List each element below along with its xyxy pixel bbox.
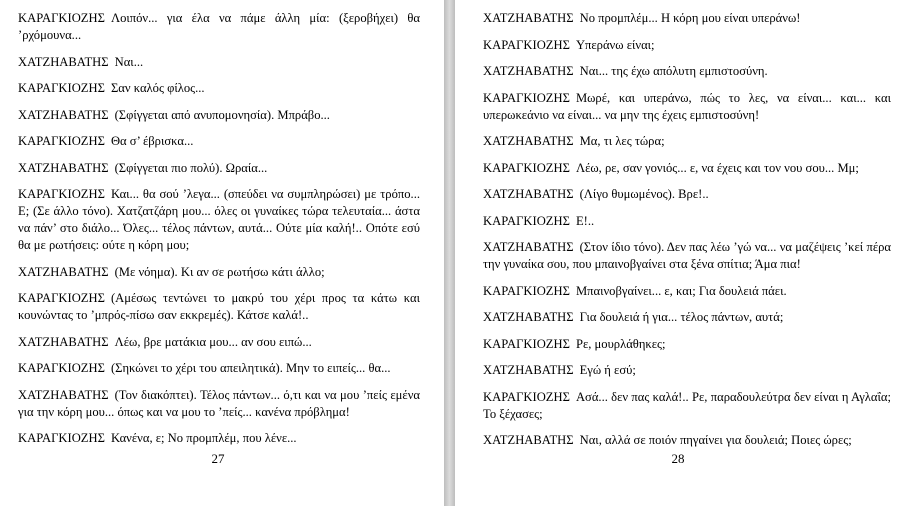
dialogue-list [18,10,420,447]
speaker-name: ΚΑΡΑΓΚΙΟΖΗΣ [483,213,570,228]
line-text: (Με νόημα). Κι αν σε ρωτήσω κάτι άλλο; [114,264,325,279]
speaker-name: ΚΑΡΑΓΚΙΟΖΗΣ [18,291,105,305]
dialogue-line [18,107,420,124]
line-text: (Σφίγγεται από ανυπομονησία). Μπράβο... [114,107,330,122]
line-text: Μα, τι λες τώρα; [579,134,665,148]
line-text: Εγώ ή εσύ; [579,363,636,377]
page-left [0,0,444,506]
line-text: (Αμέσως τεντώνει το μακρύ του χέρι προς τα κάτω και κουνώντας το ’μπρός-πίσω σαν εκκρεμές). Κάτσε καλά!.. [18,291,420,322]
dialogue-line [18,334,420,351]
dialogue-line [18,80,420,97]
dialogue-line [483,389,891,423]
line-text: Λοιπόν... για έλα να πάμε άλλη μία: (ξεροβήχει) θα ’ρχόμουνα... [18,11,420,42]
line-text: Λέω, ρε, σαν γονιός... ε, να έχεις και τον νου σου... Μμ; [575,160,859,175]
speaker-name: ΚΑΡΑΓΚΙΟΖΗΣ [483,283,570,298]
speaker-name: ΧΑΤΖΗΑΒΑΤΗΣ [18,107,109,122]
speaker-name: ΧΑΤΖΗΑΒΑΤΗΣ [483,363,574,377]
dialogue-line [483,90,891,124]
line-text: Μπαινοβγαίνει... ε, και; Για δουλειά πάει. [575,283,787,298]
line-text: Σαν καλός φίλος... [110,81,205,95]
line-text: Ναι, αλλά σε ποιόν πηγαίνει για δουλειά; Ποιες ώρες; [579,433,852,447]
dialogue-line [18,10,420,44]
line-text: (Τον διακόπτει). Τέλος πάντων... ό,τι και να μου ’πείς εμένα για την κόρη μου... όπως και να μου το ’πείς... κανένα πρόβλημα! [18,387,420,419]
dialogue-line [483,283,891,300]
dialogue-line [18,160,420,177]
dialogue-line [483,186,891,203]
dialogue-line [18,430,420,447]
speaker-name: ΧΑΤΖΗΑΒΑΤΗΣ [18,334,109,349]
speaker-name: ΧΑΤΖΗΑΒΑΤΗΣ [18,160,109,175]
dialogue-line [483,432,891,449]
line-text: (Στον ίδιο τόνο). Δεν πας λέω ’γώ να... να μαζέψεις ’κεί πέρα την γυναίκα σου, που μπαινοβγαίνει στα ξένα σπίτια; Άμα πια! [483,240,891,271]
line-text: Ναι... [114,54,144,69]
page-number: 28 [671,451,685,466]
line-text: (Λίγο θυμωμένος). Βρε!.. [579,187,709,201]
speaker-name: ΚΑΡΑΓΚΙΟΖΗΣ [18,361,105,375]
line-text: Ε!.. [575,213,595,228]
line-text: (Σφίγγεται πιο πολύ). Ωραία... [114,160,268,175]
speaker-name: ΧΑΤΖΗΑΒΑΤΗΣ [18,387,109,402]
speaker-name: ΚΑΡΑΓΚΙΟΖΗΣ [18,134,105,148]
speaker-name: ΚΑΡΑΓΚΙΟΖΗΣ [483,389,570,404]
dialogue-line [18,387,420,421]
speaker-name: ΧΑΤΖΗΑΒΑΤΗΣ [483,240,574,254]
speaker-name: ΚΑΡΑΓΚΙΟΖΗΣ [18,81,105,95]
dialogue-line [18,54,420,71]
page-number: 27 [211,451,225,466]
line-text: Ρε, μουρλάθηκες; [575,336,666,351]
line-text: Νο προμπλέμ... Η κόρη μου είναι υπεράνω! [579,11,801,25]
speaker-name: ΚΑΡΑΓΚΙΟΖΗΣ [483,336,570,351]
dialogue-line [18,186,420,254]
dialogue-line [483,37,891,54]
dialogue-line [18,133,420,150]
line-text: Ασά... δεν πας καλά!.. Ρε, παραδουλεύτρα δεν είναι η Αγλαΐα; Το ξέχασες; [483,389,891,421]
dialogue-line [483,133,891,150]
line-text: Μωρέ, και υπεράνω, πώς το λες, να είναι... και... και υπερωκεάνιο να είναι... να μην της έχεις εμπιστοσύνη! [483,90,891,122]
dialogue-line [483,160,891,177]
speaker-name: ΧΑΤΖΗΑΒΑΤΗΣ [483,187,574,201]
line-text: Ναι... της έχω απόλυτη εμπιστοσύνη. [579,64,768,78]
speaker-name: ΧΑΤΖΗΑΒΑΤΗΣ [18,264,109,279]
line-text: Κανένα, ε; Νο προμπλέμ, που λένε... [110,431,297,445]
dialogue-line [483,309,891,326]
dialogue-line [483,239,891,273]
line-text: Υπεράνω είναι; [575,37,655,52]
dialogue-line [483,10,891,27]
dialogue-line [483,213,891,230]
line-text: Για δουλειά ή για... τέλος πάντων, αυτά; [579,310,784,324]
speaker-name: ΚΑΡΑΓΚΙΟΖΗΣ [18,187,105,201]
dialogue-line [18,264,420,281]
speaker-name: ΚΑΡΑΓΚΙΟΖΗΣ [483,90,570,105]
speaker-name: ΧΑΤΖΗΑΒΑΤΗΣ [483,11,574,25]
line-text: Και... θα σού ’λεγα... (σπεύδει να συμπληρώσει) με τρόπο... Ε; (Σε άλλο τόνο). Χατζατζάρη μου... όλες οι γυναίκες τώρα τελευταία... άστα να πάν’ στο διάλο... Όλες... τέλος πάντων, αυτά... Ούτε μία καλή!.. Οπότε εσύ θα με ρωτήσεις: ούτε η κόρη μου; [18,187,420,252]
speaker-name: ΧΑΤΖΗΑΒΑΤΗΣ [483,433,574,447]
page-right [455,0,901,506]
speaker-name: ΚΑΡΑΓΚΙΟΖΗΣ [18,431,105,445]
line-text: (Σηκώνει το χέρι του απειλητικά). Μην το ειπείς... θα... [110,361,391,375]
speaker-name: ΚΑΡΑΓΚΙΟΖΗΣ [18,11,105,25]
speaker-name: ΧΑΤΖΗΑΒΑΤΗΣ [18,54,109,69]
speaker-name: ΧΑΤΖΗΑΒΑΤΗΣ [483,134,574,148]
dialogue-line [18,290,420,324]
page-gutter [444,0,455,506]
speaker-name: ΧΑΤΖΗΑΒΑΤΗΣ [483,64,574,78]
dialogue-list [483,10,891,449]
speaker-name: ΧΑΤΖΗΑΒΑΤΗΣ [483,310,574,324]
line-text: Λέω, βρε ματάκια μου... αν σου ειπώ... [114,334,312,349]
dialogue-line [18,360,420,377]
speaker-name: ΚΑΡΑΓΚΙΟΖΗΣ [483,160,570,175]
line-text: Θα σ’ έβρισκα... [110,134,194,148]
speaker-name: ΚΑΡΑΓΚΙΟΖΗΣ [483,37,570,52]
dialogue-line [483,63,891,80]
dialogue-line [483,362,891,379]
dialogue-line [483,336,891,353]
